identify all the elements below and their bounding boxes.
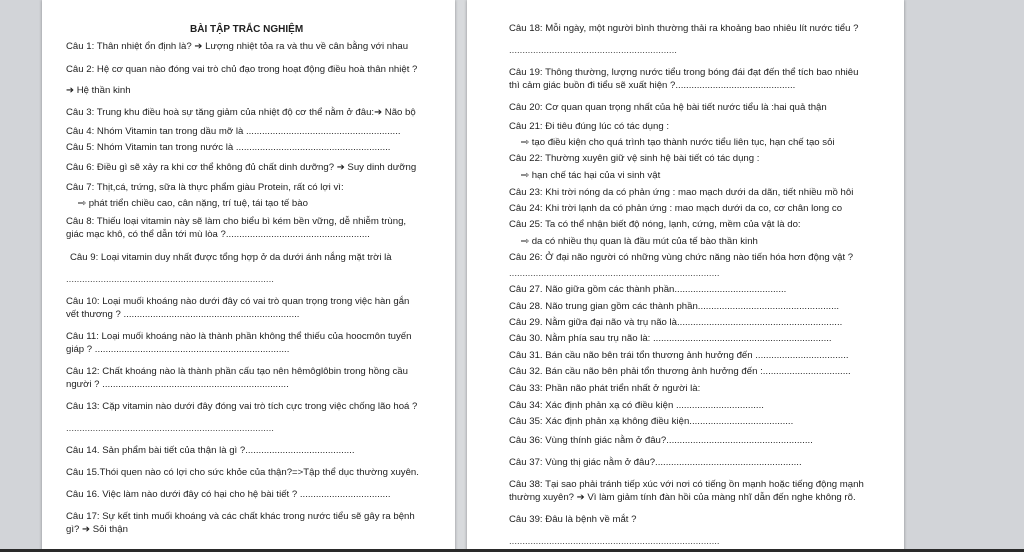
question-12-line-2: người ? ...................................................................... xyxy=(66,379,289,390)
question-1: Câu 1: Thân nhiệt ổn định là? ➔ Lượng nhiệt tỏa ra và thu về cân bằng với nhau xyxy=(66,41,409,52)
question-38-line-2: thường xuyên? ➔ Vì làm giảm tính đàn hồi của màng nhĩ dẫn đến nghe không rõ. xyxy=(509,492,856,503)
viewer-background-right xyxy=(904,0,1024,552)
viewer-background-left xyxy=(0,0,42,552)
answer-blank-18: ............................................................... xyxy=(509,45,677,56)
question-17-line-1: Câu 17: Sự kết tinh muối khoáng và các chất khác trong nước tiểu sẽ gây ra bệnh xyxy=(66,511,415,522)
question-11-line-2: giáp ? ......................................................................... xyxy=(66,344,290,355)
question-10-line-1: Câu 10: Loại muối khoáng nào dưới đây có vai trò quan trọng trong việc hàn gắn xyxy=(66,296,410,307)
question-6: Câu 6: Điều gì sẽ xảy ra khi cơ thể không đủ chất dinh dưỡng? ➔ Suy dinh dưỡng xyxy=(66,162,417,173)
question-2: Câu 2: Hệ cơ quan nào đóng vai trò chủ đạo trong hoạt động điều hoà thân nhiệt ? xyxy=(66,64,418,75)
document-page-right[interactable] xyxy=(467,0,904,552)
question-4: Câu 4: Nhóm Vitamin tan trong dầu mỡ là .......................................................... xyxy=(66,126,401,137)
question-11-line-1: Câu 11: Loại muối khoáng nào là thành phần không thể thiếu của hoocmôn tuyến xyxy=(66,331,412,342)
question-20: Câu 20: Cơ quan quan trọng nhất của hệ bài tiết nước tiểu là :hai quả thận xyxy=(509,102,827,113)
question-5: Câu 5: Nhóm Vitamin tan trong nước là .......................................................... xyxy=(66,142,391,153)
question-32: Câu 32. Bán cầu não bên phải tổn thương ảnh hưởng đến :................................. xyxy=(509,366,851,377)
question-15: Câu 15.Thói quen nào có lợi cho sức khỏe của thận?=>Tập thể dục thường xuyên. xyxy=(66,467,419,478)
question-29: Câu 29. Nằm giữa đại não và trụ não là.............................................................. xyxy=(509,317,843,328)
question-31: Câu 31. Bán cầu não bên trái tổn thương ảnh hưởng đến ................................... xyxy=(509,350,849,361)
question-17-line-2: gì? ➔ Sỏi thận xyxy=(66,524,128,535)
answer-blank-39: ............................................................................... xyxy=(509,536,720,547)
question-19-line-2: thì cảm giác buồn đi tiểu sẽ xuất hiện ?............................................. xyxy=(509,80,796,91)
answer-2: ➔ Hệ thần kinh xyxy=(66,85,131,96)
document-page-left[interactable] xyxy=(42,0,455,552)
question-13: Câu 13: Cặp vitamin nào dưới đây đóng vai trò tích cực trong việc chống lão hoá ? xyxy=(66,401,418,412)
answer-7: ⇨ phát triển chiều cao, cân nặng, trí tuệ, tái tạo tế bào xyxy=(78,198,308,209)
answer-22: ⇨ hạn chế tác hại của vi sinh vật xyxy=(521,170,661,181)
question-28: Câu 28. Não trung gian gồm các thành phần..................................................... xyxy=(509,301,840,312)
answer-21: ⇨ tạo điều kiện cho quá trình tạo thành nước tiểu liên tục, hạn chế tạo sỏi xyxy=(521,137,835,148)
question-14: Câu 14. Sản phẩm bài tiết của thận là gì ?......................................... xyxy=(66,445,355,456)
question-16: Câu 16. Việc làm nào dưới đây có hại cho hệ bài tiết ? .................................. xyxy=(66,489,391,500)
question-23: Câu 23: Khi trời nóng da có phản ứng : mao mạch dưới da dãn, tiết nhiều mồ hôi xyxy=(509,187,854,198)
question-35: Câu 35: Xác định phản xạ không điều kiện....................................... xyxy=(509,416,794,427)
question-7: Câu 7: Thịt,cá, trứng, sữa là thực phẩm giàu Protein, rất có lợi vì: xyxy=(66,182,344,193)
question-21: Câu 21: Đi tiêu đúng lúc có tác dụng : xyxy=(509,121,669,132)
page-title: BÀI TẬP TRẮC NGHIỆM xyxy=(190,24,304,35)
question-24: Câu 24: Khi trời lạnh da có phản ứng : mao mạch dưới da co, cơ chân long co xyxy=(509,203,843,214)
answer-blank-9: .............................................................................. xyxy=(66,274,274,285)
question-12-line-1: Câu 12: Chất khoáng nào là thành phần cấu tạo nên hêmôglôbin trong hồng cầu xyxy=(66,366,408,377)
question-39: Câu 39: Đâu là bệnh về mắt ? xyxy=(509,514,637,525)
question-3: Câu 3: Trung khu điều hoà sự tăng giảm của nhiệt độ cơ thể nằm ở đâu:➔ Não bộ xyxy=(66,107,416,118)
question-10-line-2: vết thương ? .................................................................. xyxy=(66,309,300,320)
question-18: Câu 18: Mỗi ngày, một người bình thường thải ra khoảng bao nhiêu lít nước tiểu ? xyxy=(509,23,859,34)
question-36: Câu 36: Vùng thính giác nằm ở đâu?....................................................... xyxy=(509,435,813,446)
question-22: Câu 22: Thường xuyên giữ vệ sinh hệ bài tiết có tác dụng : xyxy=(509,153,760,164)
question-30: Câu 30. Nằm phía sau trụ não là: ................................................................... xyxy=(509,333,832,344)
answer-blank-13: .............................................................................. xyxy=(66,423,274,434)
question-33: Câu 33: Phần não phát triển nhất ở người là: xyxy=(509,383,701,394)
question-34: Câu 34: Xác định phản xạ có điều kiện ................................. xyxy=(509,400,764,411)
question-9: Câu 9: Loại vitamin duy nhất được tổng hợp ở da dưới ánh nắng mặt trời là xyxy=(70,252,392,263)
question-19-line-1: Câu 19: Thông thường, lượng nước tiểu trong bóng đái đạt đến thể tích bao nhiêu xyxy=(509,67,859,78)
question-26: Câu 26: Ở đại não người có những vùng chức năng nào tiến hóa hơn động vật ? xyxy=(509,252,854,263)
question-38-line-1: Câu 38: Tại sao phải tránh tiếp xúc với nơi có tiếng ồn mạnh hoặc tiếng động mạnh xyxy=(509,479,864,490)
question-8-line-1: Câu 8: Thiếu loại vitamin này sẽ làm cho biểu bì kém bền vững, dễ nhiễm trùng, xyxy=(66,216,407,227)
question-37: Câu 37: Vùng thị giác nằm ở đâu?....................................................... xyxy=(509,457,802,468)
answer-25: ⇨ da có nhiều thụ quan là đầu mút của tế bào thần kinh xyxy=(521,236,758,247)
question-8-line-2: giác mạc khô, có thể dẫn tới mù lòa ?...................................................... xyxy=(66,229,370,240)
question-27: Câu 27. Não giữa gồm các thành phần.......................................... xyxy=(509,284,787,295)
question-25: Câu 25: Ta có thể nhận biết độ nóng, lạnh, cứng, mềm của vật là do: xyxy=(509,219,801,230)
answer-blank-26: ............................................................................... xyxy=(509,268,720,279)
